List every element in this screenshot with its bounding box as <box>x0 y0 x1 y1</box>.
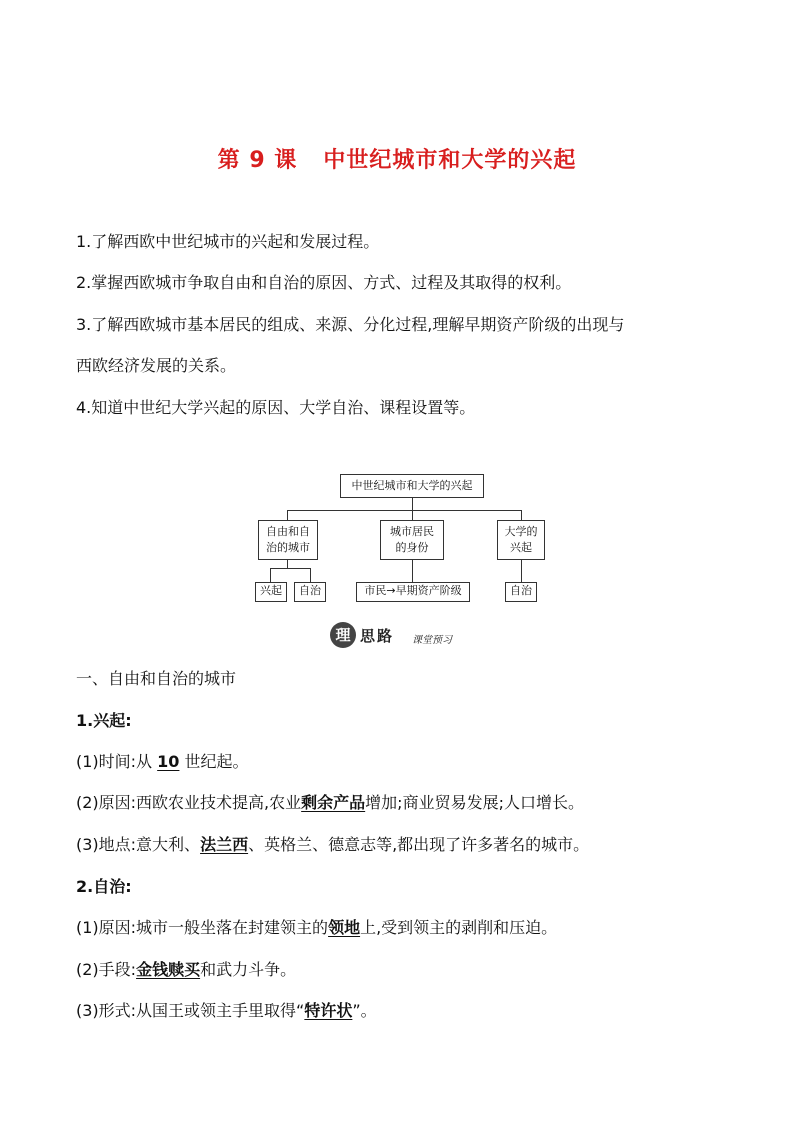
answer-blank: 特许状 <box>304 1001 353 1020</box>
objective-4: 4.知道中世纪大学兴起的原因、大学自治、课程设置等。 <box>76 398 476 417</box>
answer-blank: 10 <box>157 752 180 771</box>
connector <box>287 560 288 568</box>
section-heading: 一、自由和自治的城市 <box>76 669 237 688</box>
banner-mark-icon: 理 <box>330 622 356 648</box>
lesson-name: 中世纪城市和大学的兴起 <box>323 148 577 173</box>
item-text: (2)手段: <box>76 960 137 979</box>
connector <box>412 560 413 582</box>
banner-subtitle: 课堂预习 <box>412 635 452 646</box>
map-leaf-burghers: 市民→早期资产阶级 <box>356 582 470 602</box>
item-time <box>76 751 249 773</box>
connector <box>310 568 311 582</box>
objective-3: 3.了解西欧城市基本居民的组成、来源、分化过程,理解早期资产阶级的出现与 <box>76 315 625 334</box>
answer-blank: 金钱赎买 <box>136 960 201 979</box>
branch-line: 治的城市 <box>266 541 310 554</box>
item-text: 、英格兰、德意志等,都出现了许多著名的城市。 <box>248 835 590 854</box>
connector <box>412 510 413 520</box>
banner-title: 思路 <box>360 627 395 645</box>
connector <box>412 498 413 510</box>
item-text: (3)地点:意大利、 <box>76 835 201 854</box>
map-leaf-autonomy: 自治 <box>294 582 326 602</box>
item-text: (3)形式:从国王或领主手里取得“ <box>76 1001 305 1020</box>
objective-3-cont: 西欧经济发展的关系。 <box>76 356 237 375</box>
connector <box>521 560 522 582</box>
branch-line: 城市居民 <box>390 525 434 538</box>
page-title <box>0 143 794 174</box>
item-text: 上,受到领主的剥削和压迫。 <box>360 918 558 937</box>
answer-blank: 法兰西 <box>200 835 249 854</box>
answer-blank: 剩余产品 <box>301 793 366 812</box>
item-place <box>76 834 589 856</box>
connector <box>270 568 310 569</box>
connector <box>287 510 288 520</box>
item-text: ”。 <box>352 1001 377 1020</box>
answer-blank: 领地 <box>328 918 361 937</box>
item-cause <box>76 792 584 814</box>
connector <box>287 510 521 511</box>
subheading-autonomy: 2.自治: <box>76 877 132 896</box>
map-leaf-rise: 兴起 <box>255 582 287 602</box>
item-text: 和武力斗争。 <box>200 960 297 979</box>
map-branch-university <box>497 520 545 560</box>
item-text: (1)原因:城市一般坐落在封建领主的 <box>76 918 329 937</box>
objective-1: 1.了解西欧中世纪城市的兴起和发展过程。 <box>76 232 380 251</box>
branch-line: 自由和自 <box>266 525 310 538</box>
map-root: 中世纪城市和大学的兴起 <box>340 474 484 498</box>
subheading-rise: 1.兴起: <box>76 711 132 730</box>
branch-line: 兴起 <box>510 541 532 554</box>
item-reason <box>76 917 557 939</box>
item-text: 增加;商业贸易发展;人口增长。 <box>365 793 584 812</box>
map-branch-citizens <box>380 520 444 560</box>
objective-2: 2.掌握西欧城市争取自由和自治的原因、方式、过程及其取得的权利。 <box>76 273 572 292</box>
item-form <box>76 1000 377 1022</box>
connector <box>270 568 271 582</box>
item-text: (2)原因:西欧农业技术提高,农业 <box>76 793 302 812</box>
map-leaf-uni-autonomy: 自治 <box>505 582 537 602</box>
item-text: (1)时间:从 <box>76 752 158 771</box>
connector <box>521 510 522 520</box>
branch-line: 的身份 <box>395 541 429 554</box>
item-means <box>76 959 296 981</box>
item-text: 世纪起。 <box>179 752 249 771</box>
section-banner <box>330 622 470 652</box>
map-branch-city <box>258 520 318 560</box>
mind-map <box>250 470 550 610</box>
branch-line: 大学的 <box>504 525 538 538</box>
lesson-number: 第 9 课 <box>217 148 298 173</box>
